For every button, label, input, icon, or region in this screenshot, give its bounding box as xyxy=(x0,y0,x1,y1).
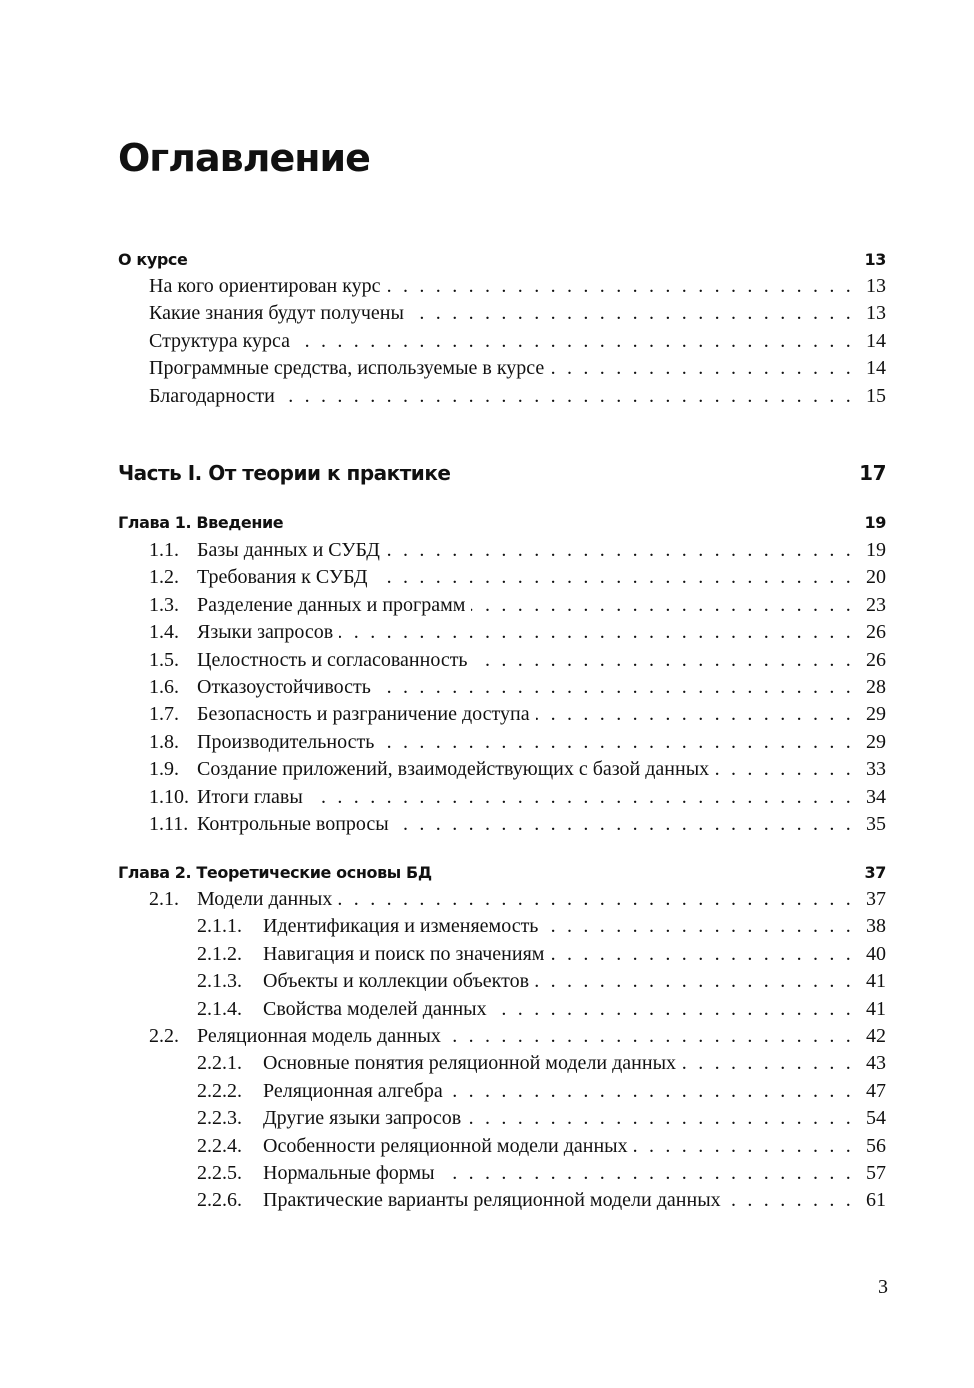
entry-number: 2.1.2. xyxy=(197,942,242,965)
entry-title: На кого ориентирован курс xyxy=(149,275,381,297)
entry-title: Контрольные вопросы xyxy=(197,813,389,835)
entry-page: 37 xyxy=(864,863,886,882)
dot-leader xyxy=(338,886,854,913)
entry-title: Глава 2. Теоретические основы БД xyxy=(118,863,432,882)
entry-title: Отказоустойчивость xyxy=(197,676,371,698)
entry-title: Создание приложений, взаимодействующих с базой данных xyxy=(197,758,710,781)
toc-entry[interactable] xyxy=(149,647,886,674)
entry-title: Другие языки запросов xyxy=(263,1107,462,1130)
toc-entry[interactable] xyxy=(149,564,886,591)
toc-entry[interactable] xyxy=(149,355,886,382)
entry-number: 1.3. xyxy=(149,593,179,616)
entry-number: 2.1.4. xyxy=(197,997,242,1020)
toc-entry[interactable] xyxy=(197,1160,886,1187)
dot-leader xyxy=(727,1187,854,1214)
page-number: 3 xyxy=(878,1276,888,1298)
entry-page: 19 xyxy=(864,513,886,532)
dot-leader xyxy=(395,811,854,838)
entry-number: 1.5. xyxy=(149,648,179,671)
dot-leader xyxy=(474,647,854,674)
entry-title: Целостность и согласованность xyxy=(197,648,468,671)
dot-leader xyxy=(682,1050,854,1077)
toc-entry[interactable] xyxy=(149,592,886,619)
toc-entry[interactable] xyxy=(149,701,886,728)
entry-number: 1.9. xyxy=(149,758,179,781)
toc-entry[interactable] xyxy=(149,784,886,811)
entry-page: 20 xyxy=(866,566,886,589)
entry-title: Благодарности xyxy=(149,385,275,407)
toc-entry[interactable] xyxy=(197,1187,886,1214)
entry-page: 14 xyxy=(866,330,886,352)
entry-page: 15 xyxy=(866,385,886,407)
entry-title: Какие знания будут получены xyxy=(149,302,404,324)
entry-page: 29 xyxy=(866,730,886,753)
entry-number: 2.2.6. xyxy=(197,1189,242,1212)
dot-leader xyxy=(535,968,854,995)
toc-entry[interactable] xyxy=(149,619,886,646)
entry-page: 43 xyxy=(866,1052,886,1075)
toc-heading-entry[interactable] xyxy=(118,509,886,536)
toc-entry[interactable] xyxy=(149,328,886,355)
entry-page: 13 xyxy=(864,250,886,269)
dot-leader xyxy=(374,564,855,591)
entry-page: 41 xyxy=(866,997,886,1020)
entry-page: 14 xyxy=(866,357,886,379)
entry-page: 41 xyxy=(866,970,886,993)
dot-leader xyxy=(715,756,854,783)
dot-leader xyxy=(339,619,854,646)
entry-title: Идентификация и изменяемость xyxy=(263,915,539,938)
dot-leader xyxy=(441,1160,854,1187)
entry-title: Часть I. От теории к практике xyxy=(118,461,451,485)
entry-number: 2.2.3. xyxy=(197,1107,242,1130)
entry-number: 1.6. xyxy=(149,676,179,698)
toc-heading-entry[interactable] xyxy=(118,859,886,886)
toc-entry[interactable] xyxy=(149,729,886,756)
entry-number: 2.2.4. xyxy=(197,1134,242,1157)
dot-leader xyxy=(447,1023,854,1050)
entry-page: 37 xyxy=(866,888,886,910)
entry-page: 17 xyxy=(859,461,886,485)
toc-entry[interactable] xyxy=(149,756,886,783)
toc-entry[interactable] xyxy=(149,273,886,300)
entry-title: Безопасность и разграничение доступа xyxy=(197,703,530,726)
entry-number: 2.1.1. xyxy=(197,915,242,938)
entry-page: 42 xyxy=(866,1025,886,1047)
entry-number: 2.1.3. xyxy=(197,970,242,993)
entry-title: Особенности реляционной модели данных xyxy=(263,1134,628,1157)
entry-title: Требования к СУБД xyxy=(197,566,368,589)
dot-leader xyxy=(296,328,854,355)
entry-number: 2.2.2. xyxy=(197,1079,242,1102)
toc-part-entry[interactable] xyxy=(118,458,886,488)
dot-leader xyxy=(536,701,854,728)
dot-leader xyxy=(309,784,854,811)
entry-number: 1.10. xyxy=(149,785,189,808)
entry-number: 2.2.5. xyxy=(197,1162,242,1184)
entry-title: Модели данных xyxy=(197,888,333,910)
entry-page: 23 xyxy=(866,593,886,616)
dot-leader xyxy=(467,1105,854,1132)
entry-page: 26 xyxy=(866,621,886,644)
entry-number: 1.2. xyxy=(149,566,179,589)
entry-title: Практические варианты реляционной модели данных xyxy=(263,1189,721,1212)
toc-entry[interactable] xyxy=(197,996,886,1023)
dot-leader xyxy=(377,674,854,701)
toc-entry[interactable] xyxy=(197,1133,886,1160)
toc-entry[interactable] xyxy=(197,913,886,940)
entry-number: 1.8. xyxy=(149,730,179,753)
dot-leader xyxy=(544,913,854,940)
dot-leader xyxy=(380,729,854,756)
dot-leader xyxy=(493,996,854,1023)
dot-leader xyxy=(387,273,854,300)
entry-number: 2.2. xyxy=(149,1025,179,1047)
page-title: Оглавление xyxy=(118,136,370,180)
entry-page: 47 xyxy=(866,1079,886,1102)
entry-title: О курсе xyxy=(118,250,188,269)
entry-page: 13 xyxy=(866,302,886,324)
entry-title: Производительность xyxy=(197,730,375,753)
entry-title: Итоги главы xyxy=(197,785,303,808)
entry-page: 57 xyxy=(866,1162,886,1184)
dot-leader xyxy=(634,1133,854,1160)
entry-title: Нормальные формы xyxy=(263,1162,435,1184)
toc-entry[interactable] xyxy=(149,811,886,838)
entry-title: Свойства моделей данных xyxy=(263,997,487,1020)
entry-title: Базы данных и СУБД xyxy=(197,539,380,561)
entry-page: 19 xyxy=(866,539,886,561)
entry-page: 29 xyxy=(866,703,886,726)
toc-entry[interactable] xyxy=(149,886,886,913)
entry-title: Основные понятия реляционной модели данных xyxy=(263,1052,677,1075)
entry-page: 33 xyxy=(866,758,886,781)
entry-page: 54 xyxy=(866,1107,886,1130)
entry-title: Структура курса xyxy=(149,330,291,352)
entry-page: 35 xyxy=(866,813,886,835)
toc-entry[interactable] xyxy=(197,941,886,968)
entry-title: Реляционная алгебра xyxy=(263,1079,443,1102)
entry-page: 26 xyxy=(866,648,886,671)
entry-title: Реляционная модель данных xyxy=(197,1025,441,1047)
dot-leader xyxy=(550,355,854,382)
entry-page: 40 xyxy=(866,942,886,965)
toc-heading-entry[interactable] xyxy=(118,246,886,273)
entry-page: 34 xyxy=(866,785,886,808)
toc-entry[interactable] xyxy=(197,1105,886,1132)
dot-leader xyxy=(471,592,854,619)
toc-entry[interactable] xyxy=(197,968,886,995)
entry-page: 28 xyxy=(866,676,886,698)
dot-leader xyxy=(550,941,854,968)
entry-title: Глава 1. Введение xyxy=(118,513,284,532)
entry-title: Языки запросов xyxy=(197,621,334,644)
toc-entry[interactable] xyxy=(149,383,886,410)
entry-title: Навигация и поиск по значениям xyxy=(263,942,545,965)
entry-page: 13 xyxy=(866,275,886,297)
entry-page: 56 xyxy=(866,1134,886,1157)
dot-leader xyxy=(410,300,854,327)
entry-title: Объекты и коллекции объектов xyxy=(263,970,530,993)
entry-number: 1.1. xyxy=(149,539,179,561)
entry-number: 2.1. xyxy=(149,888,179,910)
dot-leader xyxy=(449,1078,854,1105)
entry-page: 61 xyxy=(866,1189,886,1212)
toc-entry[interactable] xyxy=(197,1078,886,1105)
entry-title: Программные средства, используемые в курсе xyxy=(149,357,545,379)
toc-entry[interactable] xyxy=(149,674,886,701)
dot-leader xyxy=(281,383,854,410)
toc-entry[interactable] xyxy=(149,300,886,327)
entry-number: 2.2.1. xyxy=(197,1052,242,1075)
toc-entry[interactable] xyxy=(149,537,886,564)
toc-entry[interactable] xyxy=(197,1050,886,1077)
entry-page: 38 xyxy=(866,915,886,938)
toc-entry[interactable] xyxy=(149,1023,886,1050)
entry-title: Разделение данных и программ xyxy=(197,593,466,616)
entry-number: 1.4. xyxy=(149,621,179,644)
entry-number: 1.7. xyxy=(149,703,179,726)
dot-leader xyxy=(386,537,854,564)
entry-number: 1.11. xyxy=(149,813,189,835)
